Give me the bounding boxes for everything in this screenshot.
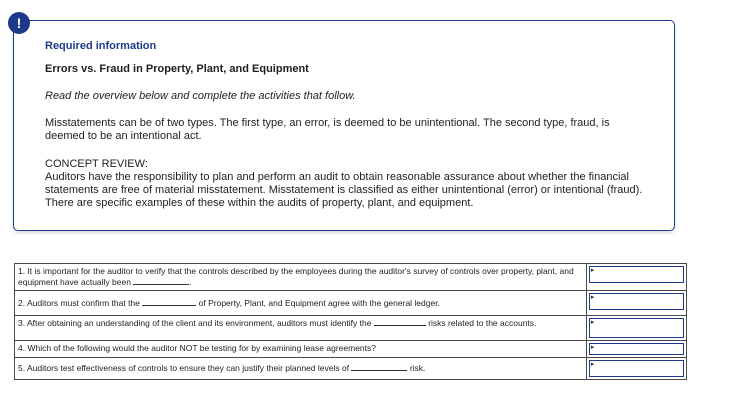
answer-blank [374,325,426,326]
concept-review-body: Auditors have the responsibility to plan and perform an audit to obtain reasonable assurance about whether the financial statements are free of material misstatement. Misstatement is classified as either unintentional (error) or intentional (fraud). There are specific examples of these within the audits of property, plant, and equipment. [45,171,643,209]
question-text-end: risk. [409,363,426,373]
concept-review [45,158,644,210]
answer-cell [586,316,686,341]
answer-dropdown-5[interactable] [589,360,684,377]
question-text: 3. After obtaining an understanding of the client and its environment, auditors must identify the [18,318,372,328]
answer-cell [586,341,686,358]
question-4 [15,341,587,358]
required-information-title: Required information [45,40,157,52]
question-2 [15,291,587,316]
table-row [15,291,687,316]
answer-cell [586,264,686,291]
question-text: 4. Which of the following would the auditor NOT be testing for by examining lease agreements? [18,343,376,353]
answer-cell [586,358,686,380]
answer-blank [351,370,407,371]
required-information-panel [13,20,675,231]
concept-review-heading: CONCEPT REVIEW: [45,158,148,170]
question-text: 5. Auditors test effectiveness of controls to ensure they can justify their planned levels of [18,363,350,373]
section-title: Errors vs. Fraud in Property, Plant, and Equipment [45,63,309,75]
question-text: 1. It is important for the auditor to verify that the controls described by the employees during the auditor's survey of controls over property, plant, and equipment have actually been [18,266,574,287]
answer-dropdown-3[interactable] [589,318,684,338]
answer-blank [142,305,196,306]
question-text-end: . [189,277,192,287]
misstatements-paragraph: Misstatements can be of two types. The first type, an error, is deemed to be unintentional. The second type, fraud, is deemed to be an intentional act. [45,117,610,142]
answer-dropdown-4[interactable] [589,343,684,355]
table-row [15,358,687,380]
dropdown-caret-icon: ▸ [590,267,595,274]
overview-instruction: Read the overview below and complete the activities that follow. [45,90,356,102]
table-row [15,341,687,358]
table-row [15,264,687,291]
question-1 [15,264,587,291]
dropdown-caret-icon: ▸ [590,361,595,368]
question-3 [15,316,587,341]
question-text-end: risks related to the accounts. [428,318,537,328]
dropdown-caret-icon: ▸ [590,319,595,326]
question-5 [15,358,587,380]
table-row [15,316,687,341]
dropdown-caret-icon: ▸ [590,344,595,351]
dropdown-caret-icon: ▸ [590,294,595,301]
answer-blank [133,284,189,285]
answer-dropdown-2[interactable] [589,293,684,310]
answer-dropdown-1[interactable] [589,266,684,283]
alert-icon: ! [8,12,30,34]
answer-cell [586,291,686,316]
question-text-end: of Property, Plant, and Equipment agree with the general ledger. [198,297,440,308]
questions-table [14,263,687,380]
question-text: 2. Auditors must confirm that the [18,297,140,308]
